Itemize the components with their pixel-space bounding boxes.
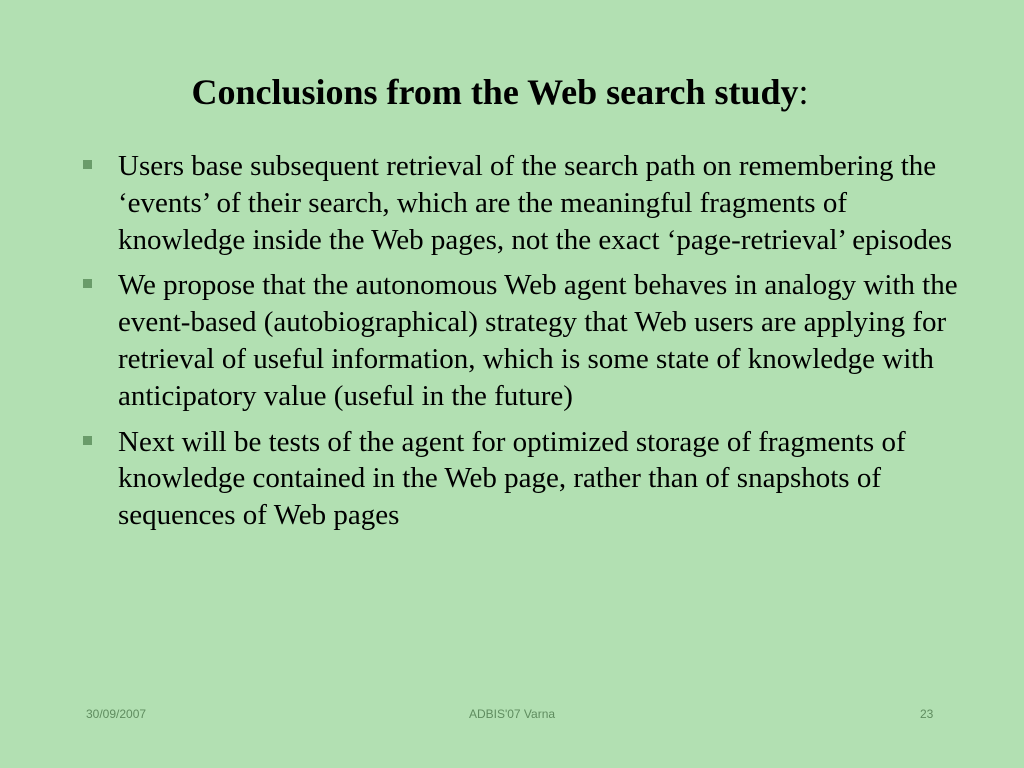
slide-title-text: Conclusions from the Web search study [191, 72, 799, 112]
bullet-item [80, 267, 960, 414]
square-bullet-icon [83, 160, 92, 169]
slide-title-colon: : [798, 72, 809, 112]
bullet-item [80, 148, 960, 258]
slide-title [0, 70, 1000, 114]
footer-date: 30/09/2007 [86, 707, 147, 721]
bullet-text: Next will be tests of the agent for optimized storage of fragments of knowledge contained in the Web page, rather than of snapshots of sequences of Web pages [118, 425, 906, 532]
bullet-text: We propose that the autonomous Web agent behaves in analogy with the event-based (autobiographical) strategy that Web users are applying for retrieval of useful information, which is some state of knowledge with anticipatory value (useful in the future) [118, 269, 958, 412]
square-bullet-icon [83, 436, 92, 445]
bullet-list [80, 148, 960, 543]
square-bullet-icon [83, 279, 92, 288]
footer-page-number: 23 [920, 707, 934, 721]
bullet-text: Users base subsequent retrieval of the search path on remembering the ‘events’ of their search, which are the meaningful fragments of knowledge inside the Web pages, not the exact ‘page-retrieval’ episodes [118, 150, 953, 256]
bullet-item [80, 424, 960, 534]
footer-event: ADBIS'07 Varna [468, 707, 556, 721]
